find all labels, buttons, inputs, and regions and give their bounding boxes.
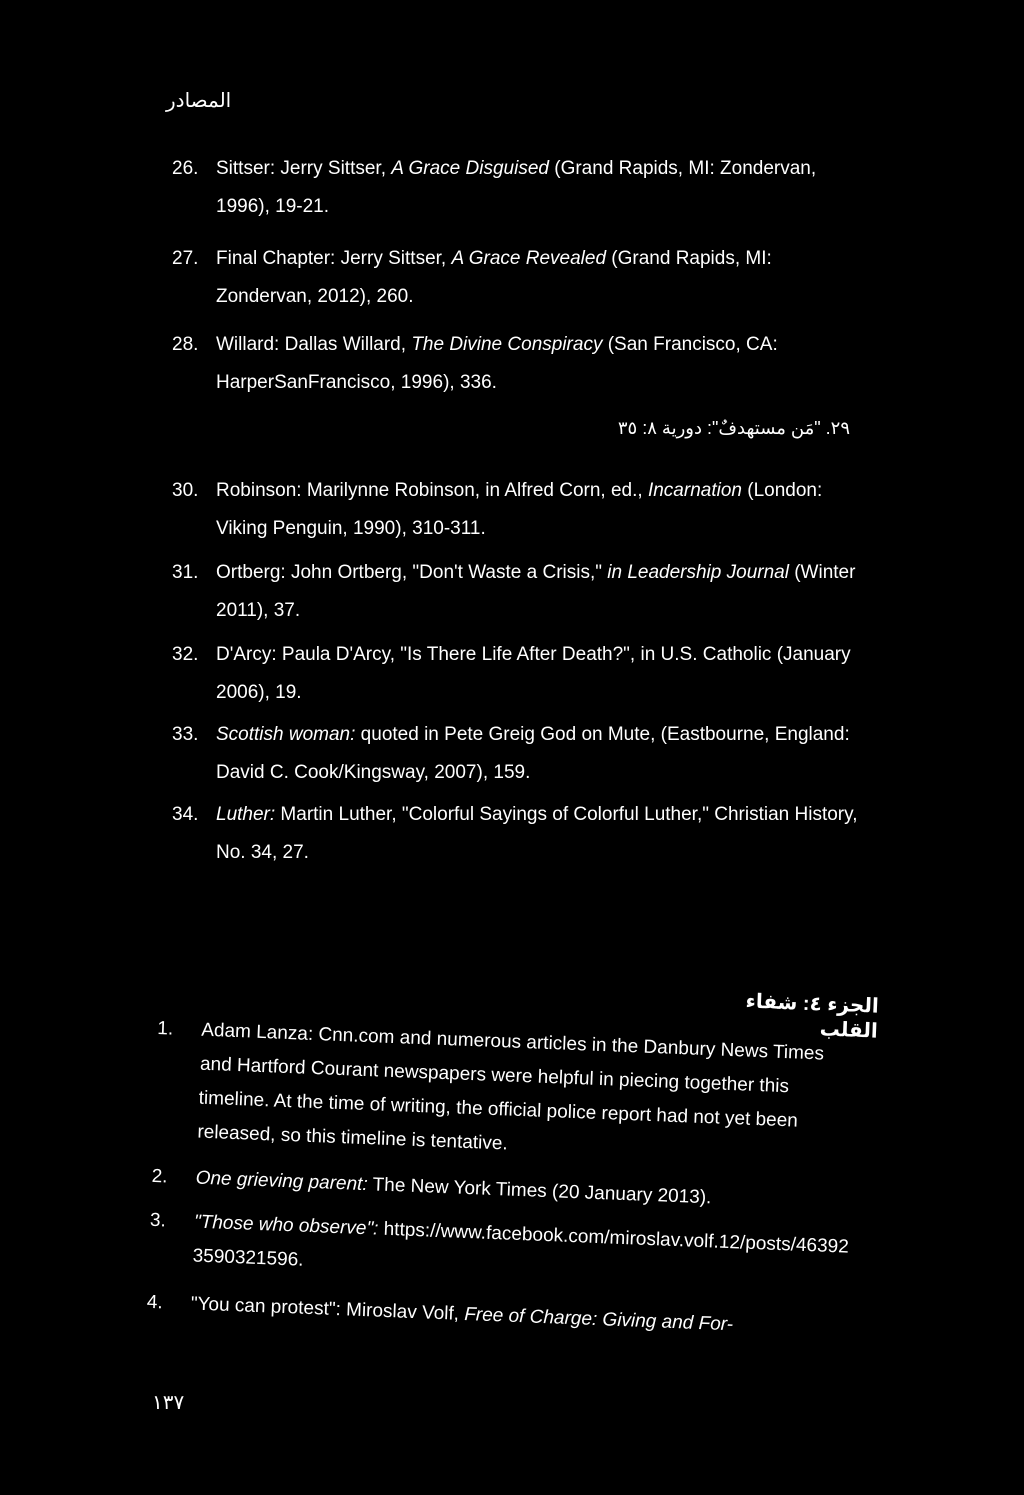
- note-number: 4.: [146, 1291, 164, 1314]
- note-number: 32.: [172, 644, 199, 665]
- note-4: 4. "You can protest": Miroslav Volf, Free of Charge: Giving and For-: [146, 1286, 847, 1347]
- note-number: 31.: [172, 562, 199, 583]
- note-number: 26.: [172, 158, 199, 179]
- note-2: 2. One grieving parent: The New York Times (20 January 2013).: [151, 1160, 852, 1221]
- note-3: 3. "Those who observe": https://www.facebook.com/miroslav.volf.12/posts/463923590321596.: [148, 1204, 850, 1299]
- note-34: 34. Luther: Martin Luther, "Colorful Sayings of Colorful Luther," Christian History, No. 34, 27.: [172, 796, 862, 872]
- note-28: 28. Willard: Dallas Willard, The Divine Conspiracy (San Francisco, CA: HarperSanFrancisco, 1996), 336.: [172, 326, 852, 402]
- note-26: 26. Sittser: Jerry Sittser, A Grace Disguised (Grand Rapids, MI: Zondervan, 1996), 19-21.: [172, 150, 852, 226]
- part-4-title: الجزء ٤: شفاء القلب: [745, 990, 880, 1043]
- note-32: 32. D'Arcy: Paula D'Arcy, "Is There Life After Death?", in U.S. Catholic (January 2006), 19.: [172, 636, 862, 712]
- note-number: 33.: [172, 724, 199, 745]
- note-27: 27. Final Chapter: Jerry Sittser, A Grace Revealed (Grand Rapids, MI: Zondervan, 2012), 260.: [172, 240, 852, 316]
- part-4-notes: [146, 960, 880, 1336]
- page-number: ١٣٧: [152, 1392, 185, 1414]
- note-number: 34.: [172, 804, 199, 825]
- note-30: 30. Robinson: Marilynne Robinson, in Alfred Corn, ed., Incarnation (London: Viking Penguin, 1990), 310-311.: [172, 472, 862, 548]
- note-number: 1.: [156, 1017, 174, 1040]
- note-33: 33. Scottish woman: quoted in Pete Greig God on Mute, (Eastbourne, England: David C. Cook/Kingsway, 2007), 159.: [172, 716, 862, 792]
- note-number: 27.: [172, 248, 199, 269]
- note-number: 30.: [172, 480, 199, 501]
- note-29-arabic: ٢٩. "مَن مستهدفٌ": دورية ٨: ٣٥: [617, 418, 850, 438]
- running-header: المصادر: [166, 90, 232, 112]
- note-number: 2.: [151, 1165, 168, 1188]
- note-31: 31. Ortberg: John Ortberg, "Don't Waste a Crisis," in Leadership Journal (Winter 2011), 37.: [172, 554, 862, 630]
- note-number: 28.: [172, 334, 199, 355]
- note-number: 3.: [149, 1209, 167, 1232]
- note-1: 1. Adam Lanza: Cnn.com and numerous articles in the Danbury News Times and Hartford Courant newspapers were helpful in piecing together this timeline. At the time of writing, the official police report had not yet been released, so this timeline is tentative.: [153, 1012, 858, 1175]
